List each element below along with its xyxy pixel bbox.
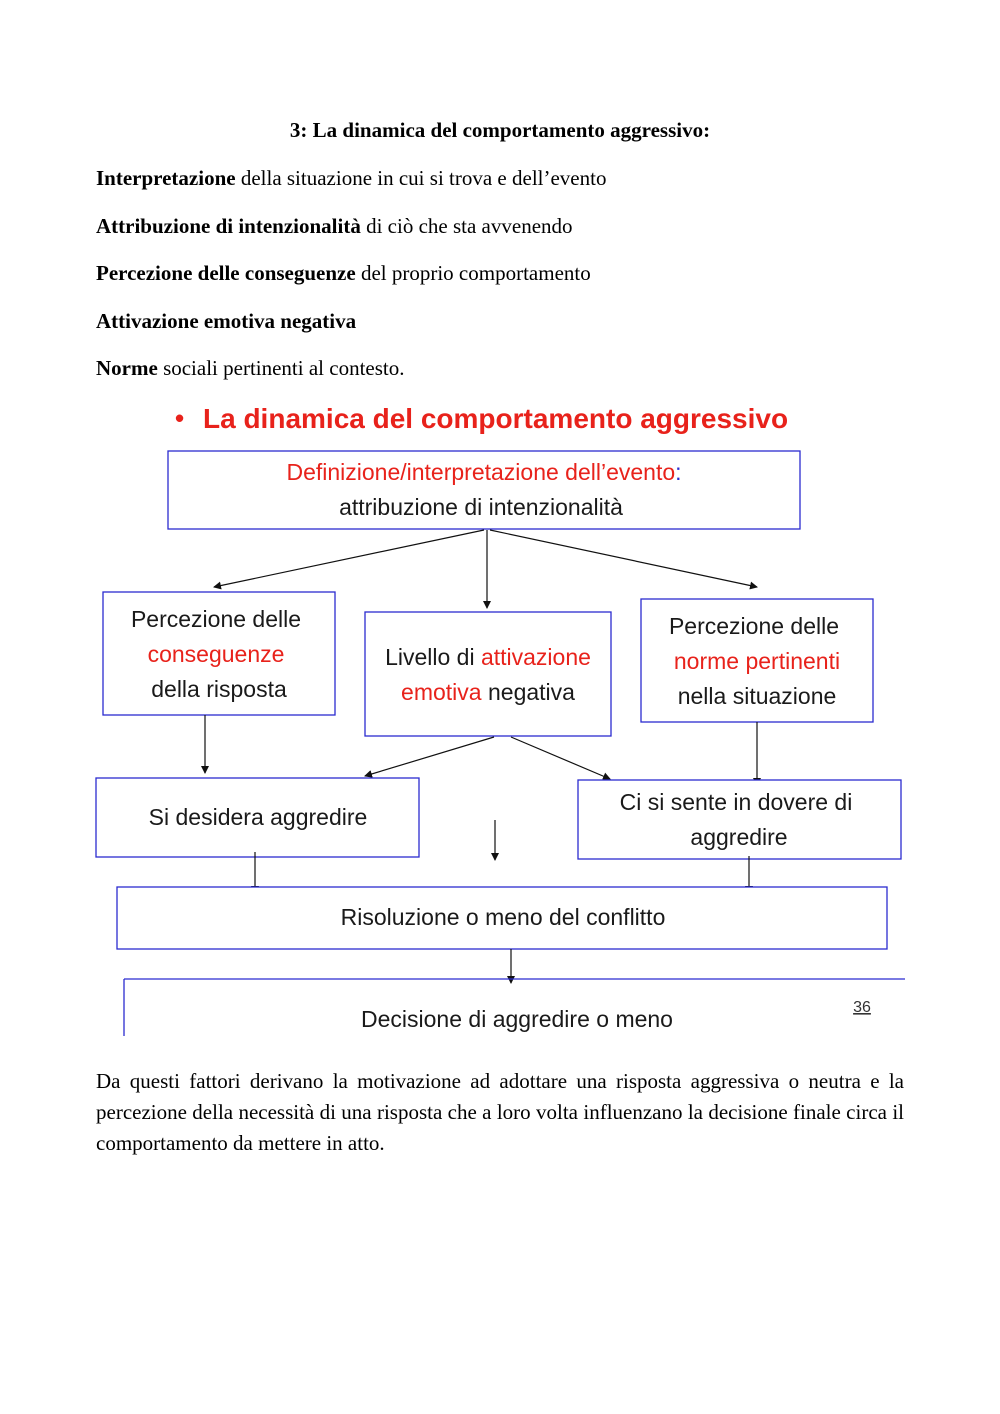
- slide-number: 36: [853, 999, 871, 1016]
- closing-paragraph: Da questi fattori derivano la motivazione ad adottare una risposta aggressiva o neutra e la percezione della necessità di una risposta che a loro volta influenzano la decisione finale circa il comportamento da mettere in atto.: [96, 1069, 904, 1155]
- item-text: sociali pertinenti al contesto.: [157, 356, 405, 380]
- box-attivazione: [365, 612, 611, 736]
- box-dovere-line2: aggredire: [690, 824, 788, 850]
- box-definizione-line1: Definizione/interpretazione dell’evento:: [286, 459, 682, 485]
- box-risoluzione-text: Risoluzione o meno del conflitto: [340, 904, 666, 930]
- box-attivazione-line2: emotiva negativa: [401, 679, 575, 705]
- box-conseguenze-line1: Percezione delle: [130, 606, 302, 632]
- box-desidera-text: Si desidera aggredire: [148, 804, 368, 830]
- item-bold: Attribuzione di intenzionalità: [96, 214, 361, 238]
- slide-title: La dinamica del comportamento aggressivo: [203, 403, 789, 434]
- slide-bullet: •: [175, 403, 185, 433]
- item-bold: Attivazione emotiva negativa: [96, 309, 357, 333]
- arrow: [365, 737, 494, 776]
- box-attivazione-line1: Livello di attivazione: [385, 644, 591, 670]
- item-bold: Percezione delle conseguenze: [96, 261, 356, 285]
- item-text: del proprio comportamento: [355, 261, 591, 285]
- box-norme-line3: nella situazione: [677, 683, 837, 709]
- arrow: [490, 530, 757, 587]
- box-decisione-text: Decisione di aggredire o meno: [361, 1006, 673, 1032]
- arrow: [511, 737, 610, 779]
- page-heading: 3: La dinamica del comportamento aggressivo:: [289, 118, 711, 142]
- arrow: [214, 530, 484, 587]
- box-conseguenze-line2: conseguenze: [147, 641, 285, 667]
- box-dovere-line1: Ci si sente in dovere di: [619, 789, 853, 815]
- box-norme-line1: Percezione delle: [668, 613, 840, 639]
- item-text: di ciò che sta avvenendo: [360, 214, 573, 238]
- item-bold: Norme: [96, 356, 158, 380]
- box-conseguenze-line3: della risposta: [151, 676, 287, 702]
- item-text: della situazione in cui si trova e dell’evento: [235, 166, 607, 190]
- box-definizione-line2: attribuzione di intenzionalità: [339, 494, 623, 520]
- item-bold: Interpretazione: [96, 166, 236, 190]
- box-norme-line2: norme pertinenti: [673, 648, 841, 674]
